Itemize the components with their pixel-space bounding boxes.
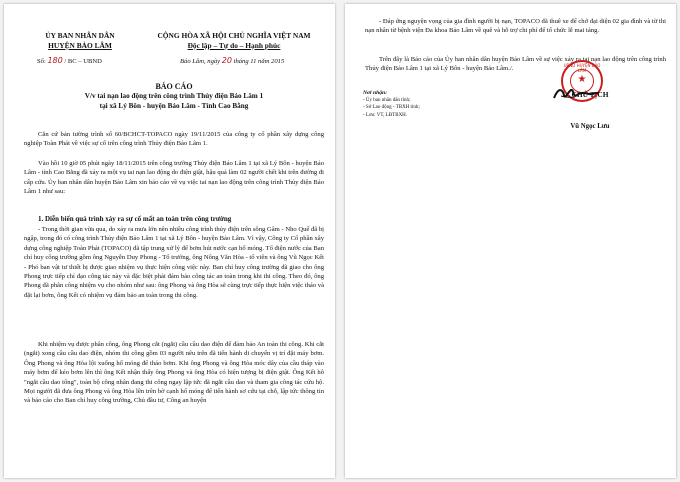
document-page-1: [4, 4, 335, 478]
nation-line-2: Độc lập – Tự do – Hạnh phúc: [187, 40, 281, 50]
document-page-2: [345, 4, 676, 478]
report-subtitle-1: V/v tai nạn lao động trên công trình Thủy điện Bảo Lâm 1: [84, 92, 264, 100]
place-date: [180, 56, 330, 66]
report-title-block: [24, 82, 324, 111]
recipient-item: - Ủy ban nhân dân tỉnh;: [363, 98, 411, 104]
document-number: [37, 56, 147, 66]
recipients-block: [363, 90, 493, 119]
paragraph-basis: Căn cứ bản tường trình số 60/BCHCT-TOPACO ngày 19/11/2015 của công ty cổ phần xây dựng công nghiệp Toàn Phát về việc sự cố trên công trình Thủy điện Bảo Lâm 1.: [24, 131, 324, 148]
doc-no-handwritten: 180: [47, 56, 63, 65]
section-heading-1: 1. Diễn biến quá trình xảy ra sự cố mất an toàn trên công trường: [38, 215, 232, 223]
signer-title: CHỦ TỊCH: [571, 90, 609, 99]
paragraph-incident: Vào hồi 10 giờ 05 phút ngày 18/11/2015 trên công trường Thủy điện Bảo Lâm 1 tại xã Lý Bôn - huyện Bảo Lâm - tỉnh Cao Bằng đã xảy ra một vụ tai nạn lao động do điện giật, hậu quả làm 02 người chết khi trên đường đi cấp cứu. Ủy ban nhân dân huyện Bảo Lâm xin báo cáo về vụ việc tai nạn lao động trên công trình Thủy điện Bảo Lâm 1 như sau:: [24, 160, 324, 196]
star-icon: ★: [577, 74, 587, 85]
signature-icon: [552, 83, 600, 105]
nation-line-1: CỘNG HÒA XÃ HỘI CHỦ NGHĨA VIỆT NAM: [157, 31, 311, 40]
date-handwritten: 20: [221, 56, 232, 65]
signer-name: Vũ Ngọc Lưu: [570, 123, 610, 130]
recipients-heading: Nơi nhận:: [363, 90, 387, 96]
paragraph-conclusion: Trên đây là Báo cáo của Ủy ban nhân dân huyện Bảo Lâm về sự việc xảy ra tai nạn lao động trên công trình Thủy điện Bảo Lâm 1 tại xã Lý Bôn - huyện Bảo Lâm./.: [365, 56, 666, 73]
report-title: BÁO CÁO: [155, 82, 193, 91]
org-line-1: ỦY BAN NHÂN DÂN: [45, 31, 115, 40]
recipient-item: - Sở Lao động - TBXH tỉnh;: [363, 105, 420, 111]
doc-no-prefix: Số:: [37, 58, 46, 65]
seal-text: UBND HUYỆN BẢO LÂM: [563, 63, 601, 73]
paragraph-sequence: Khi nhiệm vụ được phân công, ông Phong cắt (ngắt) cầu cầu dao điện để đảm bảo An toàn thi công. Khi cắt (ngắt) xong cầu cầu dao điện, nhóm thi công gồm 03 người nêu trên đã tiến hành di chuyển vị trí đặt máy bơm. Ông Phong và ông Hòa lội xuống hố móng để tháo bơm. Khi ông Phong và ông Hòa móc dây của cầu tháp vào máy bơm để kéo bơm lên thì ông Kết nhận thấy ông Phong và ông Hòa có hiện tượng bị điện giật. Ông Kết hô "ngắt cầu dao tổng", toàn bộ công nhân đang thi công ngay lập tức đã ngắt cầu dao và tham gia công tác cứu hộ. Mọi người đã đưa ông Phong và ông Hòa lên trên bờ cạnh hố móng để tiến hành sơ cứu tại chỗ, lập tức thông tin và báo cáo cho Ban chỉ huy công trường, Chủ đầu tư, Công an huyện: [24, 341, 324, 405]
paragraph-background: - Trong thời gian vừa qua, do xảy ra mưa lớn nên nhiều công trình thủy điện trên sông Gâm - Nho Quế đã bị ngập, trong đó có công trình Thủy điện Bảo Lâm 1 tại xã Lý Bôn - huyện Bảo Lâm. Vì vậy, Công ty Cổ phần xây dựng công nghiệp Toàn Phát (TOPACO) đã tập trung xử lý để bơm hút nước cạn hố móng. Tổ điện nước của Ban chỉ huy công trường gồm ông Nguyễn Duy Phong - Tổ trưởng, ông Nông Văn Hòa - tổ viên và ông Vũ Ngọc Kết - Phó ban vật tư thiết bị được giao nhiệm vụ thực hiện công việc này. Ban chỉ huy công trường đã giao cho ông Phong trực tiếp chỉ đạo công tác này và đặc biệt phải đảm bảo công tác an toàn trong khi thi công. Theo đó, ông Phong đã phân công nhiệm vụ cho nhóm như sau: ông Phong và ông Hòa sẽ cùng trực tiếp thực hiện việc tháo và đặt lại bơm, ông Kết có nhiệm vụ đảm bảo an toàn trong thi công.: [24, 226, 324, 299]
recipient-item: - Lưu: VT, LĐTBXH.: [363, 112, 408, 118]
org-line-2: HUYỆN BẢO LÂM: [48, 40, 112, 50]
national-motto: [134, 31, 334, 50]
issuing-org: [26, 31, 134, 50]
report-subtitle-2: tại xã Lý Bôn - huyện Bảo Lâm - Tỉnh Cao Bằng: [99, 101, 249, 110]
place-date-suffix: tháng 11 năm 2015: [233, 58, 285, 65]
place-date-prefix: Bảo Lâm, ngày: [180, 58, 221, 65]
doc-no-suffix: / BC – UBND: [64, 58, 102, 65]
paragraph-family-support: - Đáp ứng nguyện vọng của gia đình người bị nạn, TOPACO đã thuê xe để chở đại diện 02 gia đình và từ thi nạn nhân từ bệnh viện Đa khoa Bảo Lâm về quê và hỗ trợ chi phí để tổ chức lễ mai táng.: [365, 18, 666, 35]
